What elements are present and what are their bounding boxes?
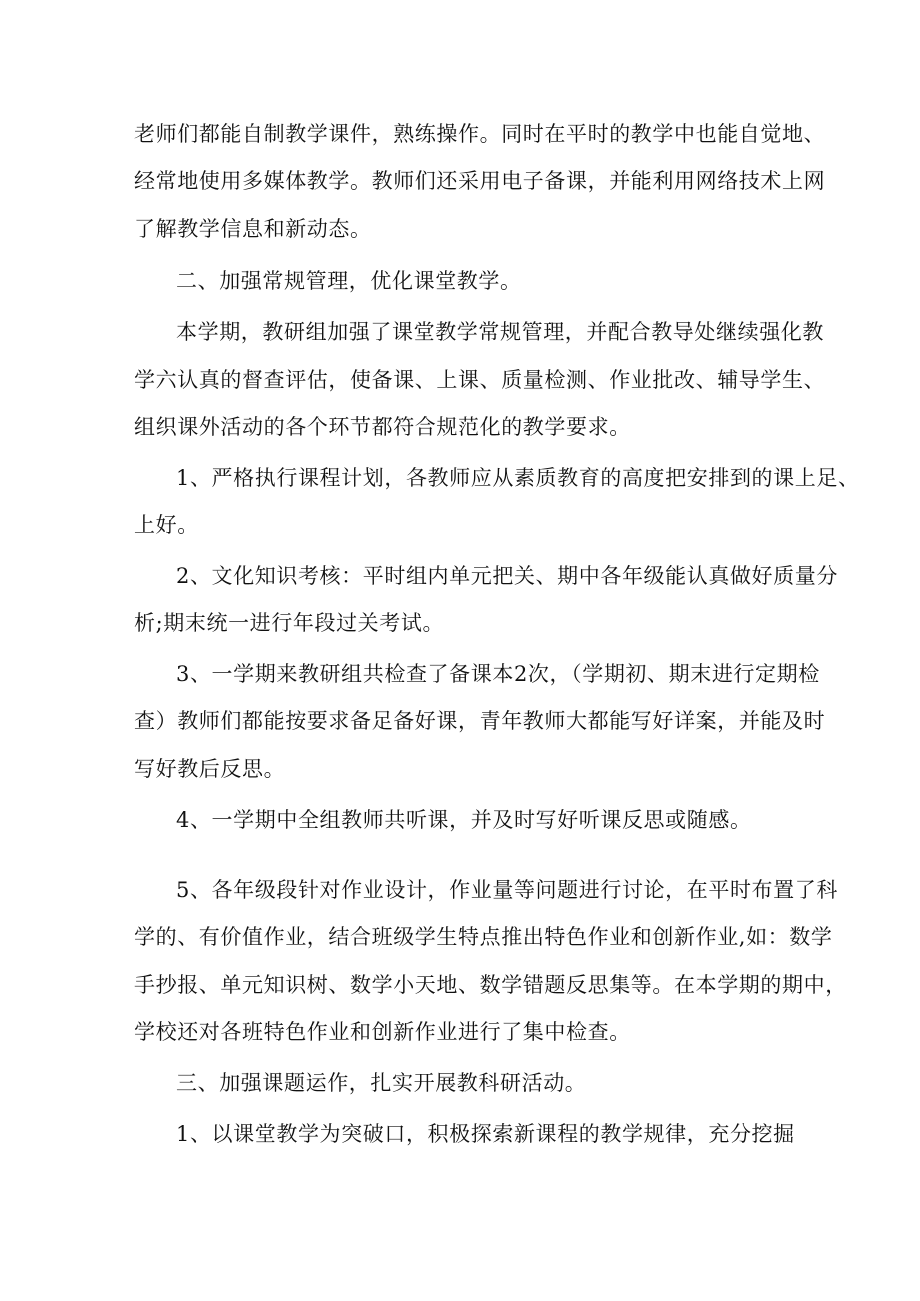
text-line: 析;期末统一进行年段过关考试。 bbox=[134, 611, 445, 635]
text-line: 组织课外活动的各个环节都符合规范化的教学要求。 bbox=[134, 415, 631, 439]
text-line: 了解教学信息和新动态。 bbox=[134, 217, 372, 241]
text-line: 查）教师们都能按要求备足备好课，青年教师大都能写好详案，并能及时 bbox=[134, 709, 826, 733]
text-line: 手抄报、单元知识树、数学小天地、数学错题反思集等。在本学期的期中， bbox=[134, 973, 847, 997]
text-line: 学六认真的督查评估，使备课、上课、质量检测、作业批改、辅导学生、 bbox=[134, 368, 826, 392]
section-heading: 三、加强课题运作，扎实开展教科研活动。 bbox=[176, 1071, 587, 1095]
list-item: 5、各年级段针对作业设计，作业量等问题进行讨论，在平时布置了科 bbox=[176, 878, 838, 902]
text-line: 学的、有价值作业，结合班级学生特点推出特色作业和创新作业,如：数学 bbox=[134, 925, 833, 949]
text-line: 经常地使用多媒体教学。教师们还采用电子备课，并能利用网络技术上网 bbox=[134, 169, 826, 193]
text-line: 本学期，教研组加强了课堂教学常规管理，并配合教导处继续强化教 bbox=[176, 320, 824, 344]
list-item: 1、严格执行课程计划，各教师应从素质教育的高度把安排到的课上足、 bbox=[176, 466, 860, 490]
text-line: 老师们都能自制教学课件，熟练操作。同时在平时的教学中也能自觉地、 bbox=[134, 122, 826, 146]
text-line: 写好教后反思。 bbox=[134, 757, 286, 781]
list-item: 4、一学期中全组教师共听课，并及时写好听课反思或随感。 bbox=[176, 808, 752, 832]
text-line: 学校还对各班特色作业和创新作业进行了集中检查。 bbox=[134, 1020, 631, 1044]
list-item: 2、文化知识考核：平时组内单元把关、期中各年级能认真做好质量分 bbox=[176, 564, 838, 588]
text-line: 上好。 bbox=[134, 513, 199, 537]
list-item: 1、以课堂教学为突破口，积极探索新课程的教学规律，充分挖掘 bbox=[176, 1122, 795, 1146]
list-item: 3、一学期来教研组共检查了备课本2次，（学期初、期末进行定期检 bbox=[176, 662, 820, 686]
section-heading: 二、加强常规管理，优化课堂教学。 bbox=[176, 269, 522, 293]
